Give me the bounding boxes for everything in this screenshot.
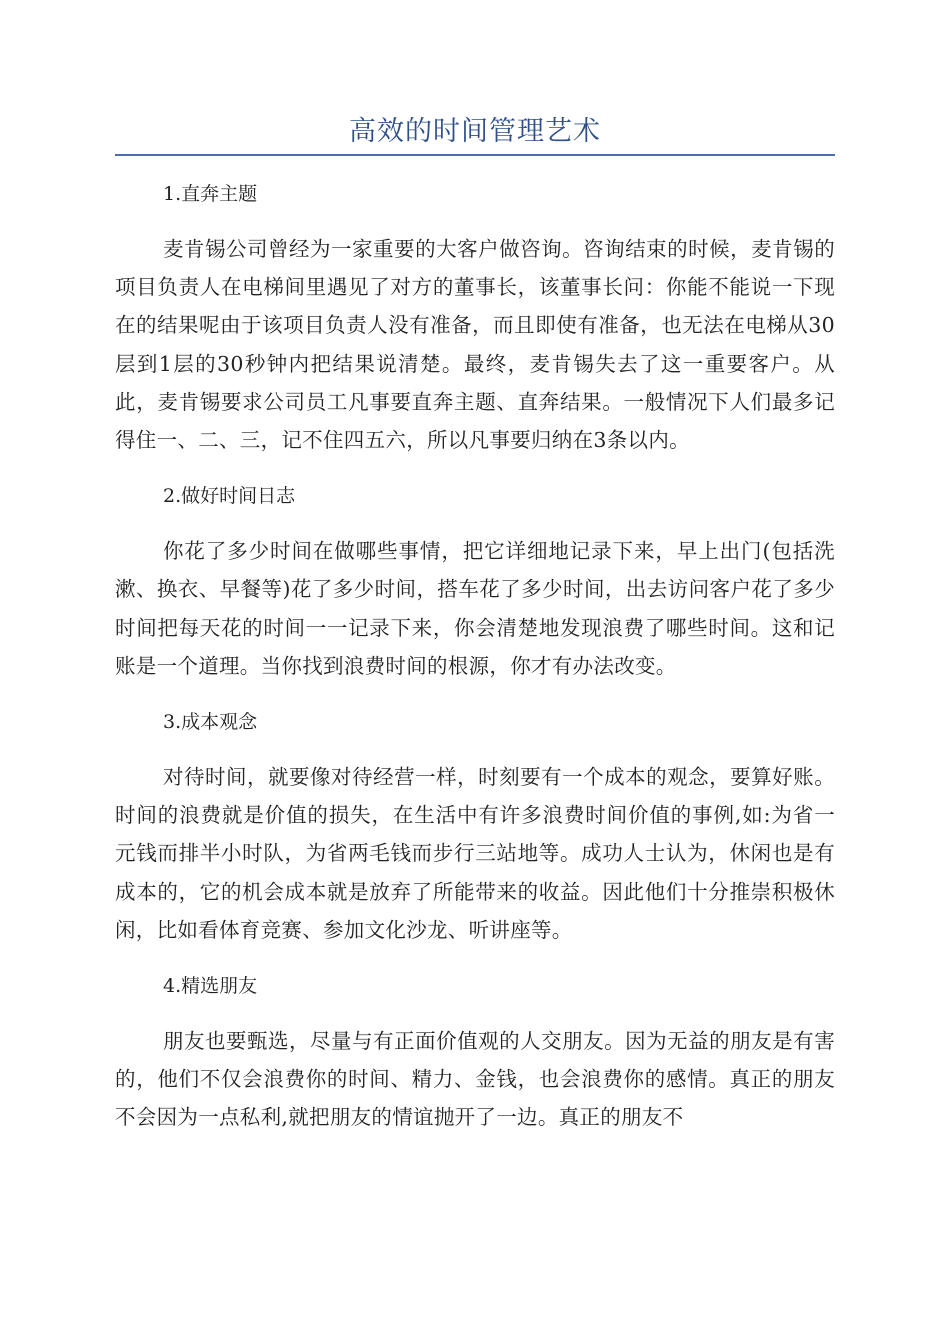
- section-heading-4: 4.精选朋友: [163, 975, 258, 998]
- section-paragraph-1: 麦肯锡公司曾经为一家重要的大客户做咨询。咨询结束的时候，麦肯锡的项目负责人在电梯间里遇见了对方的董事长，该董事长问：你能不能说一下现在的结果呢由于该项目负责人没有准备，而且即使有准备，也无法在电梯从30层到1层的30秒钟内把结果说清楚。最终，麦肯锡失去了这一重要客户。从此，麦肯锡要求公司员工凡事要直奔主题、直奔结果。一般情况下人们最多记得住一、二、三，记不住四五六，所以凡事要归纳在3条以内。: [115, 237, 835, 453]
- section-heading-3: 3.成本观念: [163, 711, 258, 734]
- title-underline: [115, 154, 835, 156]
- document-body: [115, 172, 835, 1137]
- section-heading-2: 2.做好时间日志: [163, 485, 296, 508]
- section-heading-1: 1.直奔主题: [163, 183, 258, 205]
- document-title: 高效的时间管理艺术: [349, 116, 601, 147]
- section-paragraph-3: 对待时间，就要像对待经营一样，时刻要有一个成本的观念，要算好账。时间的浪费就是价值的损失，在生活中有许多浪费时间价值的事例,如:为省一元钱而排半小时队，为省两毛钱而步行三站地等。成功人士认为，休闲也是有成本的，它的机会成本就是放弃了所能带来的收益。因此他们十分推崇积极休闲，比如看体育竞赛、参加文化沙龙、听讲座等。: [115, 765, 835, 942]
- section-paragraph-2: 你花了多少时间在做哪些事情，把它详细地记录下来，早上出门(包括洗漱、换衣、早餐等)花了多少时间，搭车花了多少时间，出去访问客户花了多少时间把每天花的时间一一记录下来，你会清楚地发现浪费了哪些时间。这和记账是一个道理。当你找到浪费时间的根源，你才有办法改变。: [115, 539, 835, 678]
- section-paragraph-4: 朋友也要甄选，尽量与有正面价值观的人交朋友。因为无益的朋友是有害的，他们不仅会浪费你的时间、精力、金钱，也会浪费你的感情。真正的朋友不会因为一点私利,就把朋友的情谊抛开了一边。真正的朋友不: [115, 1029, 835, 1130]
